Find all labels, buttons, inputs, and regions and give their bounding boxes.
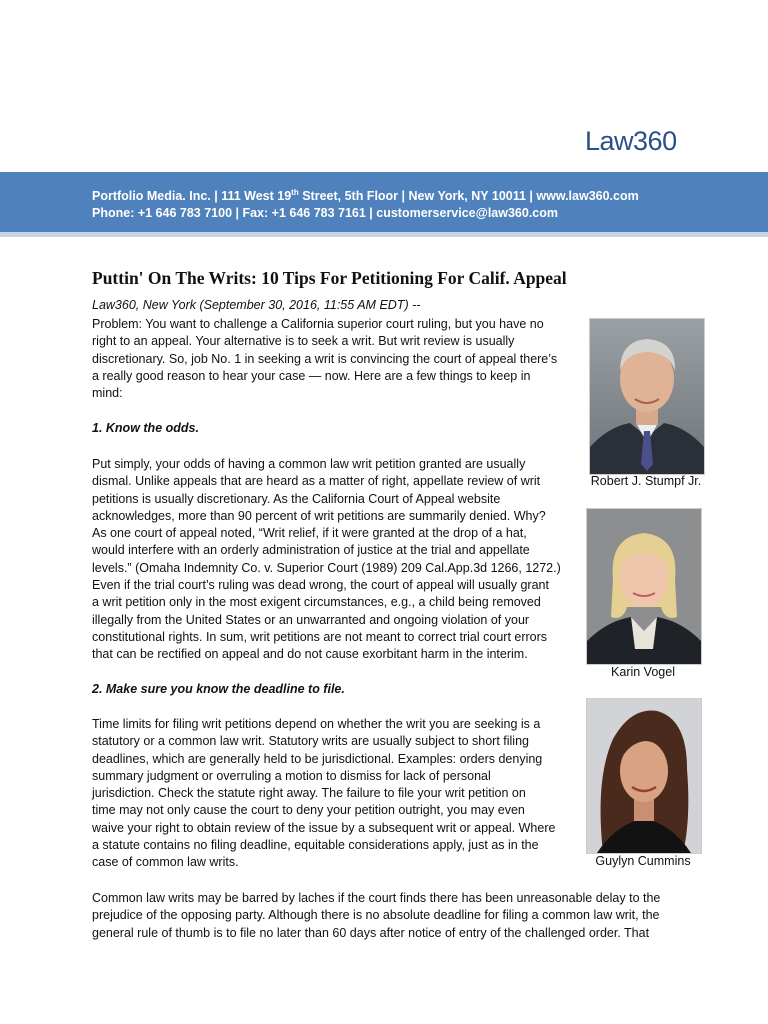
text-line: acknowledges, more than 90 percent of writ petitions are summarily denied. Why? bbox=[92, 508, 546, 523]
paragraph-deadline bbox=[92, 716, 555, 872]
photo-caption-cummins: Guylyn Cummins bbox=[595, 854, 691, 868]
banner-address-sup: th bbox=[291, 188, 299, 197]
paragraph-odds bbox=[92, 456, 561, 664]
text-line: mind: bbox=[92, 386, 123, 401]
banner-contact-line: Phone: +1 646 783 7100 | Fax: +1 646 783 7161 | customerservice@law360.com bbox=[92, 206, 559, 220]
text-line: prejudice of the opposing party. Although there is no absolute deadline for filing a common law writ, the bbox=[92, 908, 660, 923]
author-photo-cummins bbox=[586, 698, 702, 854]
text-line: discretionary. So, job No. 1 in seeking a writ is convincing the court of appeal there’s bbox=[92, 351, 558, 366]
text-line: time may not only cause the court to deny your petition outright, you may even bbox=[92, 803, 525, 818]
text-line: statutory or a common law writ. Statutory writs are usually subject to short filing bbox=[92, 734, 529, 749]
text-line: would interfere with an orderly administration of justice at the trial and appellate bbox=[92, 543, 530, 558]
text-line: that can be rectified on appeal and do not cause exorbitant harm in the interim. bbox=[92, 647, 528, 662]
photo-caption-stumpf: Robert J. Stumpf Jr. bbox=[590, 474, 702, 488]
text-line: Put simply, your odds of having a common law writ petition granted are usually bbox=[92, 457, 526, 471]
portrait-male-gray bbox=[590, 319, 704, 474]
article-dateline: Law360, New York (September 30, 2016, 11:55 AM EDT) -- bbox=[92, 298, 421, 312]
text-line: constitutional rights. In sum, writ petitions are not meant to correct trial court errors bbox=[92, 629, 548, 644]
text-line: jurisdiction. Check the statute right away. The failure to file your writ petition on bbox=[92, 786, 526, 801]
photo-caption-vogel: Karin Vogel bbox=[611, 665, 675, 679]
text-line: case of common law writs. bbox=[92, 855, 239, 870]
text-line: summary judgment or overruling a motion to dismiss for lack of personal bbox=[92, 768, 491, 783]
banner-shadow bbox=[0, 232, 768, 237]
text-line: Problem: You want to challenge a California superior court ruling, but you have no bbox=[92, 317, 544, 331]
text-line: Common law writs may be barred by laches if the court finds there has been unreasonable delay to the bbox=[92, 891, 661, 905]
text-line: levels.” (Omaha Indemnity Co. v. Superior Court (1989) 209 Cal.App.3d 1266, 1272.) bbox=[92, 560, 561, 575]
paragraph-laches bbox=[92, 890, 660, 942]
portrait-female-blonde bbox=[587, 509, 701, 664]
text-line: dismal. Unlike appeals that are heard as a matter of right, appellate review of writ bbox=[92, 474, 541, 489]
banner-address-part2: Street, 5th Floor | New York, NY 10011 | www.law360.com bbox=[298, 189, 639, 204]
text-line: a statute contains no filing deadline, equitable considerations apply, just as in the bbox=[92, 838, 539, 853]
banner-address-line bbox=[92, 188, 639, 203]
text-line: a really good reason to hear your case — now. Here are a few things to keep in bbox=[92, 368, 531, 383]
author-photo-vogel bbox=[586, 508, 702, 665]
text-line: general rule of thumb is to file no later than 60 days after notice of entry of the challenged order. That bbox=[92, 925, 650, 940]
text-line: petitions is usually discretionary. As the California Court of Appeal website bbox=[92, 491, 501, 506]
law360-logo bbox=[585, 124, 685, 158]
text-line: a writ petition only in the most exigent circumstances, e.g., a child being removed bbox=[92, 595, 541, 610]
logo-text: Law360 bbox=[585, 126, 677, 156]
text-line: waive your right to obtain review of the issue by a subsequent writ or appeal. Where bbox=[92, 820, 556, 835]
text-line: right to an appeal. Your alternative is to seek a writ. But writ review is usually bbox=[92, 334, 515, 349]
banner-address-part1: Portfolio Media. Inc. | 111 West 19 bbox=[92, 189, 292, 204]
section-heading-2: 2. Make sure you know the deadline to file. bbox=[92, 682, 345, 696]
text-line: As one court of appeal noted, “Writ relief, if it were granted at the drop of a hat, bbox=[92, 526, 527, 541]
text-line: illegally from the United States or an unwarranted and ongoing violation of your bbox=[92, 612, 530, 627]
text-line: deadlines, which are generally held to be jurisdictional. Examples: orders denying bbox=[92, 751, 543, 766]
section-heading-1: 1. Know the odds. bbox=[92, 421, 199, 435]
text-line: Even if the trial court’s ruling was dead wrong, the court of appeal will usually grant bbox=[92, 578, 549, 593]
portrait-female-brunette bbox=[587, 699, 701, 853]
author-photo-stumpf bbox=[589, 318, 705, 475]
header-banner bbox=[0, 172, 768, 232]
paragraph-intro bbox=[92, 316, 557, 402]
article-title: Puttin' On The Writs: 10 Tips For Petitioning For Calif. Appeal bbox=[92, 268, 567, 288]
text-line: Time limits for filing writ petitions depend on whether the writ you are seeking is a bbox=[92, 717, 541, 731]
